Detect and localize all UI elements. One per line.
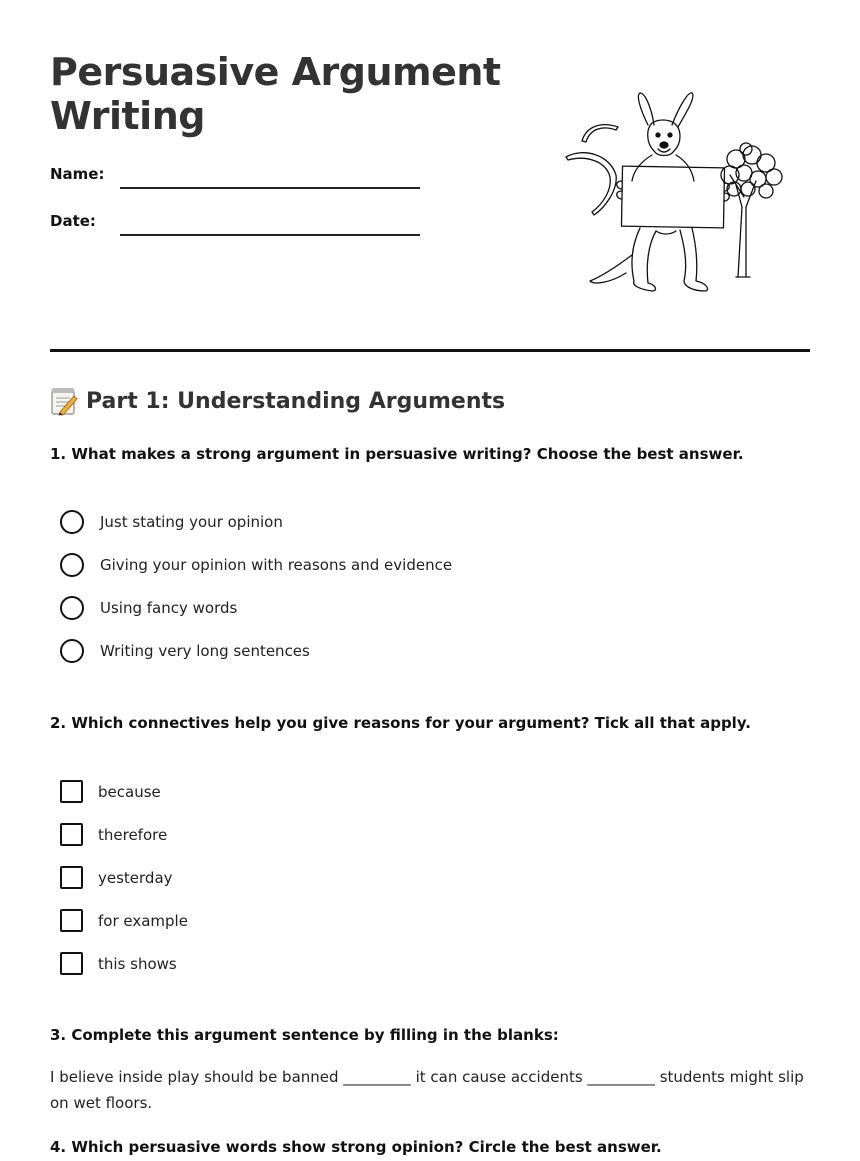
checkbox[interactable] bbox=[60, 823, 83, 846]
kangaroo-holding-sign-icon bbox=[560, 85, 785, 295]
question-3: 3. Complete this argument sentence by filling in the blanks: bbox=[50, 1026, 559, 1044]
section-heading bbox=[50, 386, 505, 416]
header-divider bbox=[50, 349, 810, 352]
q1-option-1[interactable] bbox=[60, 510, 283, 534]
memo-icon bbox=[50, 386, 78, 416]
radio-button[interactable] bbox=[60, 510, 84, 534]
q1-option-2[interactable] bbox=[60, 553, 452, 577]
radio-button[interactable] bbox=[60, 553, 84, 577]
q2-option-5[interactable] bbox=[60, 952, 177, 975]
name-field-row bbox=[50, 165, 120, 183]
q2-option-3[interactable] bbox=[60, 866, 173, 889]
date-label: Date: bbox=[50, 212, 96, 230]
section-heading-text: Part 1: Understanding Arguments bbox=[86, 388, 506, 414]
q2-option-1[interactable] bbox=[60, 780, 161, 803]
option-label: Writing very long sentences bbox=[100, 642, 310, 660]
option-label: therefore bbox=[98, 825, 168, 844]
question-4: 4. Which persuasive words show strong opinion? Circle the best answer. bbox=[50, 1138, 662, 1156]
radio-button[interactable] bbox=[60, 596, 84, 620]
q2-option-2[interactable] bbox=[60, 823, 167, 846]
date-input-line[interactable] bbox=[120, 234, 420, 236]
checkbox[interactable] bbox=[60, 952, 83, 975]
option-label: Giving your opinion with reasons and evidence bbox=[100, 556, 453, 574]
fill-in-sentence[interactable]: I believe inside play should be banned _________ it can cause accidents _________ students might slip on wet floors. bbox=[50, 1068, 804, 1112]
date-field-row bbox=[50, 212, 120, 230]
q2-option-4[interactable] bbox=[60, 909, 188, 932]
checkbox[interactable] bbox=[60, 866, 83, 889]
page-title: Persuasive Argument Writing bbox=[50, 50, 501, 138]
q1-option-3[interactable] bbox=[60, 596, 237, 620]
q1-option-4[interactable] bbox=[60, 639, 310, 663]
question-1: 1. What makes a strong argument in persuasive writing? Choose the best answer. bbox=[50, 445, 744, 463]
option-label: Just stating your opinion bbox=[100, 513, 283, 531]
option-label: yesterday bbox=[98, 868, 173, 887]
option-label: because bbox=[98, 782, 161, 801]
checkbox[interactable] bbox=[60, 780, 83, 803]
name-label: Name: bbox=[50, 165, 105, 183]
radio-button[interactable] bbox=[60, 639, 84, 663]
option-label: Using fancy words bbox=[100, 599, 238, 617]
question-2: 2. Which connectives help you give reasons for your argument? Tick all that apply. bbox=[50, 714, 751, 732]
name-input-line[interactable] bbox=[120, 187, 420, 189]
checkbox[interactable] bbox=[60, 909, 83, 932]
option-label: this shows bbox=[98, 954, 177, 973]
option-label: for example bbox=[98, 911, 188, 930]
